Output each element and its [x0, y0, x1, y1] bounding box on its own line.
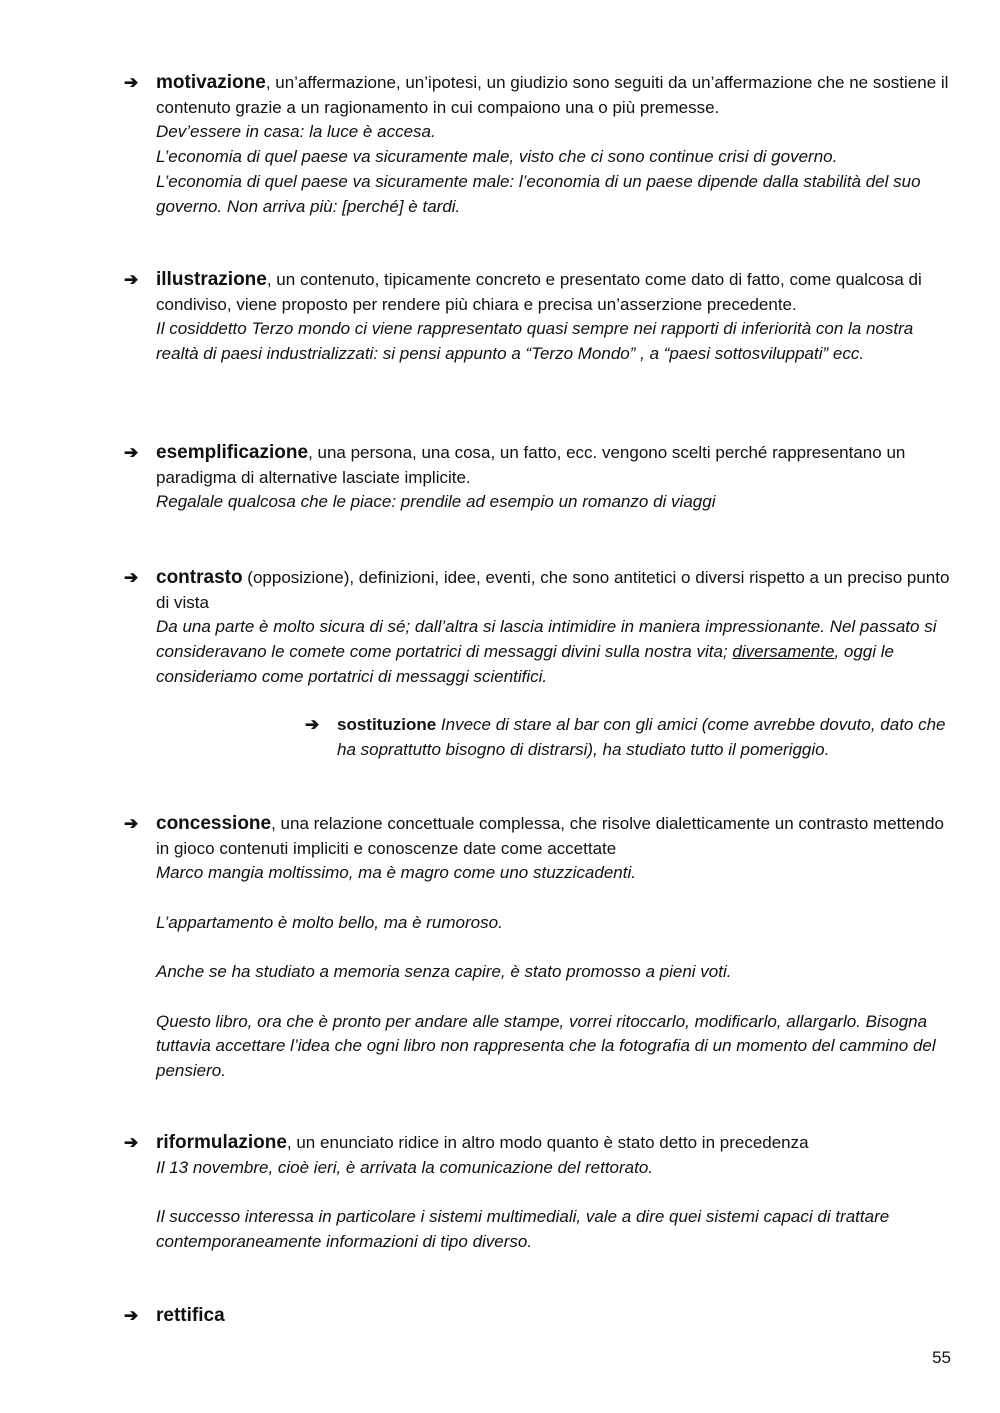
term-sostituzione: sostituzione: [337, 715, 437, 734]
term-concessione: concessione: [156, 813, 272, 834]
example-esemplificazione-1: Regalale qualcosa che le piace: prendile ad esempio un romanzo di viaggi: [156, 492, 716, 512]
entry-sostituzione: [305, 713, 956, 762]
entry-esemplificazione: [124, 441, 956, 515]
arrow-icon: ➔: [124, 443, 139, 462]
example-concessione-2: L’appartamento è molto bello, ma è rumoroso.: [156, 912, 503, 932]
example-riformulazione-2: Il successo interessa in particolare i sistemi multimediali, vale a dire quei sistemi capaci di trattare contemporaneamente informazioni di tipo diverso.: [156, 1207, 890, 1251]
arrow-icon: ➔: [124, 568, 139, 587]
entry-motivazione: [124, 71, 956, 219]
example-illustrazione-1: Il cosiddetto Terzo mondo ci viene rappresentato quasi sempre nei rapporti di inferiorità con la nostra realtà di paesi industrializzati: si pensi appunto a “Terzo Mondo” , a “paesi sottosviluppati” ecc.: [156, 319, 914, 364]
arrow-icon: ➔: [124, 73, 139, 92]
example-contrasto: [156, 617, 936, 685]
example-contrasto-part-2: , oggi le consideriamo come portatrici di messaggi scientifici.: [156, 642, 894, 686]
definition-illustrazione: , un contenuto, tipicamente concreto e presentato come dato di fatto, come qualcosa di condiviso, viene proposto per rendere più chiara e precisa un’asserzione precedente.: [156, 270, 922, 314]
arrow-icon: ➔: [124, 1306, 139, 1325]
arrow-icon: ➔: [124, 270, 139, 289]
definition-riformulazione: , un enunciato ridice in altro modo quanto è stato detto in precedenza: [286, 1133, 809, 1152]
entry-contrasto: [124, 566, 956, 690]
definition-motivazione: , un’affermazione, un’ipotesi, un giudizio sono seguiti da un’affermazione che ne sostiene il contenuto grazie a un ragionamento in cui compaiono una o più premesse.: [156, 73, 949, 117]
definition-contrasto: (opposizione), definizioni, idee, eventi, che sono antitetici o diversi rispetto a un preciso punto di vista: [156, 568, 950, 612]
example-riformulazione-1: Il 13 novembre, cioè ieri, è arrivata la comunicazione del rettorato.: [156, 1157, 654, 1177]
example-motivazione-3: L’economia di quel paese va sicuramente male: l’economia di un paese dipende dalla stabilità del suo governo. Non arriva più: [perché] è tardi.: [156, 171, 921, 216]
term-illustrazione: illustrazione: [156, 269, 267, 290]
entry-riformulazione: [124, 1131, 956, 1255]
arrow-icon: ➔: [305, 715, 320, 734]
example-concessione-3: Anche se ha studiato a memoria senza capire, è stato promosso a pieni voti.: [156, 962, 732, 982]
definition-concessione: , una relazione concettuale complessa, che risolve dialetticamente un contrasto mettendo in gioco contenuti impliciti e conoscenze date come accettate: [156, 814, 944, 858]
entry-concessione: [124, 812, 956, 1084]
example-motivazione-1: Dev’essere in casa: la luce è accesa.: [156, 122, 436, 142]
term-riformulazione: riformulazione: [156, 1132, 287, 1153]
term-esemplificazione: esemplificazione: [156, 442, 309, 463]
entry-rettifica: [124, 1304, 956, 1329]
term-motivazione: motivazione: [156, 72, 266, 93]
arrow-icon: ➔: [124, 814, 139, 833]
definition-esemplificazione: , una persona, una cosa, un fatto, ecc. vengono scelti perché rappresentano un paradigma di alternative lasciate implicite.: [156, 443, 906, 487]
arrow-icon: ➔: [124, 1133, 139, 1152]
entry-illustrazione: [124, 268, 956, 367]
page-number: 55: [932, 1348, 951, 1367]
example-sostituzione: Invece di stare al bar con gli amici (come avrebbe dovuto, dato che ha soprattutto bisogno di distrarsi), ha studiato tutto il pomeriggio.: [337, 715, 946, 759]
example-motivazione-2: L’economia di quel paese va sicuramente male, visto che ci sono continue crisi di governo.: [156, 147, 838, 167]
example-contrasto-underlined: diversamente: [732, 642, 835, 662]
term-contrasto: contrasto: [156, 567, 243, 588]
term-rettifica: rettifica: [156, 1305, 225, 1326]
example-contrasto-part-1: Da una parte è molto sicura di sé; dall’altra si lascia intimidire in maniera impressionante. Nel passato si consideravano le comete come portatrici di messaggi divini sulla nostra vita;: [156, 617, 937, 662]
example-concessione-4: Questo libro, ora che è pronto per andare alle stampe, vorrei ritoccarlo, modificarlo, allargarlo. Bisogna tuttavia accettare l’idea che ogni libro non rappresenta che la fotografia di un momento del cammino del pensiero.: [156, 1011, 936, 1080]
example-concessione-1: Marco mangia moltissimo, ma è magro come uno stuzzicadenti.: [156, 863, 636, 883]
